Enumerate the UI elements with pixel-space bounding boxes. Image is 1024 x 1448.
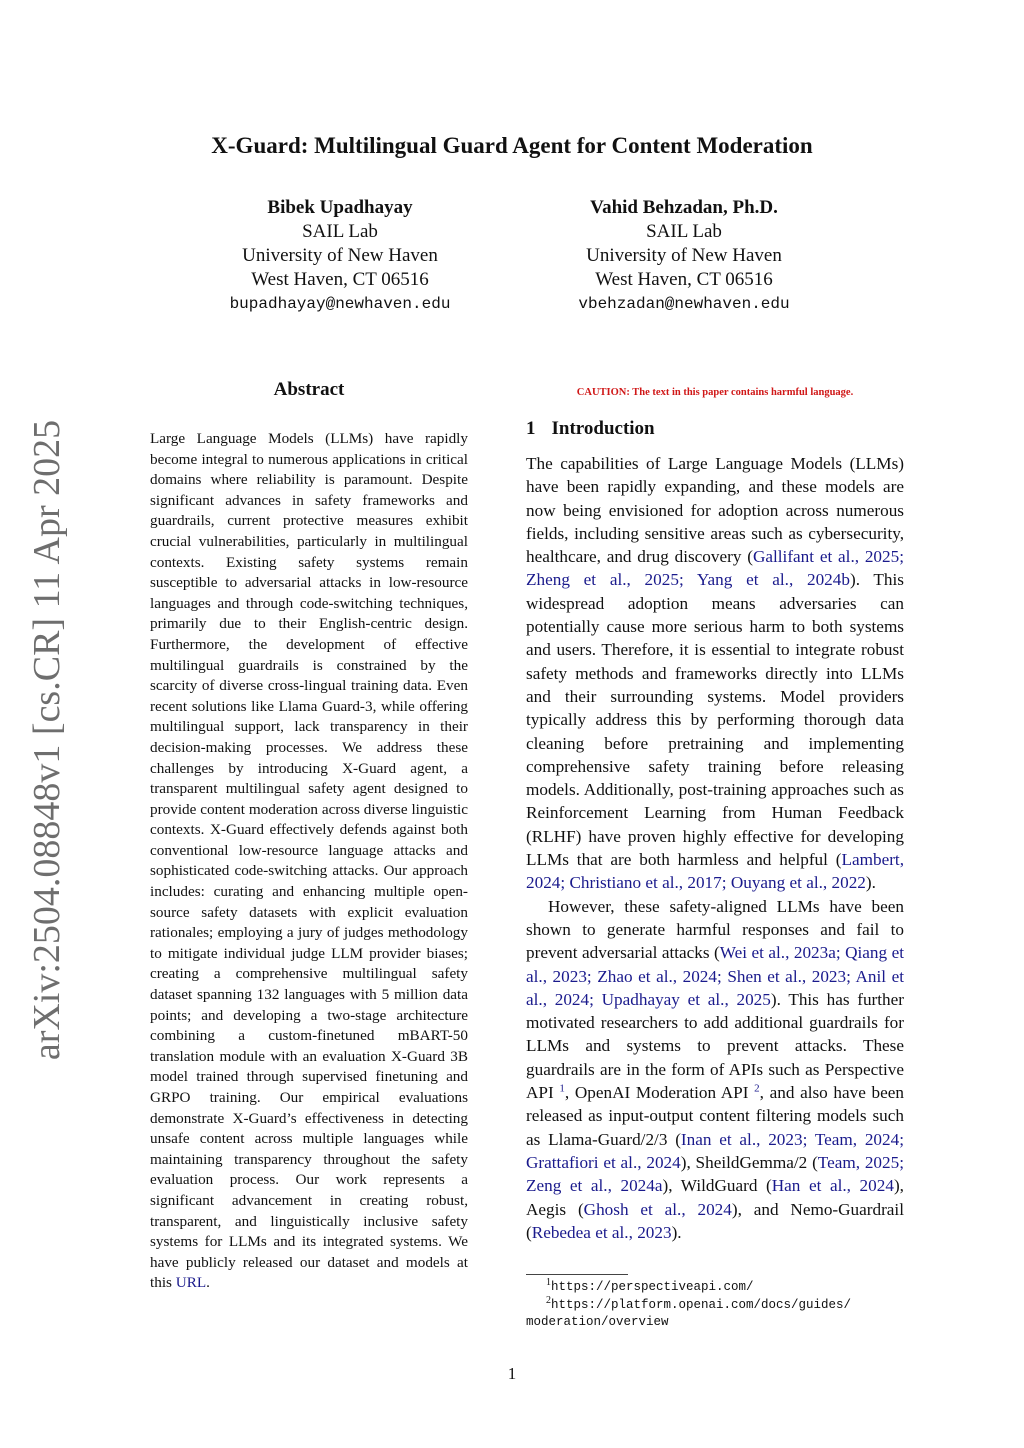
citation-sep: ; (716, 966, 728, 986)
footnote-ref[interactable]: 1 (559, 1082, 565, 1095)
abstract-end: . (206, 1274, 210, 1292)
citation-link[interactable]: Ouyang et al., 2022 (730, 873, 866, 893)
citation-link[interactable]: Rebedea et al., 2023 (531, 1222, 672, 1242)
footnote-mark: 2 (546, 1294, 551, 1306)
citation-link[interactable]: Upadhayay et al., 2025 (601, 989, 771, 1009)
author-lab: SAIL Lab (646, 221, 722, 242)
section-number: 1 (526, 418, 536, 439)
author-university: University of New Haven (586, 245, 782, 266)
text: ). (865, 873, 876, 893)
abstract-body (150, 429, 468, 1294)
paragraph (526, 452, 904, 895)
author-block (160, 196, 520, 316)
author-name: Vahid Behzadan, Ph.D. (590, 197, 778, 218)
section-heading-introduction (526, 416, 904, 442)
section-title: Introduction (551, 418, 655, 439)
footnote-url[interactable]: https://platform.openai.com/docs/guides/ (551, 1297, 852, 1312)
citation-link[interactable]: Zeng et al., 2024a (526, 1176, 663, 1196)
author-name: Bibek Upadhayay (267, 197, 413, 218)
citation-link[interactable]: Zhao et al., 2024 (597, 966, 717, 986)
citation-link[interactable]: Wei et al., 2023a (719, 943, 836, 963)
author-block (504, 196, 864, 316)
caution-notice: CAUTION: The text in this paper contains harmful language. (576, 387, 854, 398)
citation-sep: ; (899, 1129, 904, 1149)
footnotes (526, 1276, 904, 1332)
citation-link[interactable]: Team, 2025 (817, 1152, 900, 1172)
author-lab: SAIL Lab (302, 221, 378, 242)
abstract-heading: Abstract (273, 379, 345, 400)
author-university: University of New Haven (242, 245, 438, 266)
arxiv-sidebar-stamp: arXiv:2504.08848v1 [cs.CR] 11 Apr 2025 (26, 419, 68, 1061)
citation-sep: ; (560, 873, 570, 893)
footnote-continuation (526, 1314, 904, 1332)
citation-link[interactable]: Anil et al., 2024 (526, 966, 904, 1009)
footnote-ref[interactable]: 2 (754, 1082, 760, 1095)
text: ). (671, 1222, 682, 1242)
citation-link[interactable]: Team, 2024 (814, 1129, 900, 1149)
author-address: West Haven, CT 06516 (251, 269, 429, 290)
paragraph (526, 895, 904, 1244)
footnote-url-cont[interactable]: moderation/overview (526, 1315, 669, 1329)
text: ), SheildGemma/2 ( (680, 1152, 818, 1172)
author-email[interactable]: bupadhayay@newhaven.edu (229, 295, 451, 313)
citation-sep: ; (678, 570, 697, 590)
dataset-url-link[interactable]: URL (175, 1274, 207, 1292)
abstract-text: Large Language Models (LLMs) have rapidly become integral to numerous applications in critical domains where reliability is paramount. Despite significant advances in safety frameworks and guardrails, current protective measures exhibit crucial vulnerabilities, particularly in multilingual contexts. Existing safety systems remain susceptible to adversarial attacks in low-resource languages and through code-switching techniques, primarily due to their English-centric design. Furthermore, the development of effective multilingual guardrails is constrained by the scarcity of diverse cross-lingual training data. Even recent solutions like Llama Guard-3, while offering multilingual support, lack transparency in their decision-making processes. We address these challenges by introducing X-Guard agent, a transparent multilingual safety agent designed to provide content moderation across diverse linguistic contexts. X-Guard effectively defends against both conventional low-resource language attacks and sophisticated code-switching attacks. Our approach includes: curating and enhancing multiple open-source safety datasets with explicit evaluation rationales; employing a jury of judges methodology to mitigate individual judge LLM provider biases; creating a comprehensive multilingual safety dataset spanning 132 languages with 5 million data points; and developing a two-stage architecture combining a custom-finetuned mBART-50 translation module with an evaluation X-Guard 3B model trained through supervised finetuning and GRPO training. Our empirical evaluations demonstrate X-Guard’s effectiveness in detecting unsafe content across multiple languages while maintaining transparency throughout the safety evaluation process. Our work represents a significant advancement in creating robust, transparent, and linguistically inclusive safety systems for LLMs and its integrated systems. We have publicly released our dataset and models at this (150, 430, 468, 1292)
citation-sep: ; (802, 1129, 815, 1149)
author-address: West Haven, CT 06516 (595, 269, 773, 290)
footnote-mark: 1 (546, 1276, 551, 1288)
text: The capabilities of Large Language Models (LLMs) have been rapidly expanding, and these models are now being envisioned for adoption across numerous fields, including sensitive areas such as cybersecurity, healthcare, and drug discovery ( (526, 454, 904, 567)
citation-link[interactable]: Ghosh et al., 2024 (583, 1199, 732, 1219)
citation-sep: ; (899, 1152, 904, 1172)
text: ), Aegis ( (526, 1176, 904, 1219)
citation-link[interactable]: Lambert, 2024 (526, 850, 904, 893)
citation-link[interactable]: Gallifant et al., 2025 (752, 547, 900, 567)
author-email[interactable]: vbehzadan@newhaven.edu (578, 295, 790, 313)
text: , OpenAI Moderation API (564, 1083, 755, 1103)
citation-link[interactable]: Qiang et al., 2023 (526, 943, 904, 986)
text: ), WildGuard ( (662, 1176, 772, 1196)
text: ). This has further motivated researchers to add additional guardrails for LLMs and systems to prevent attacks. These guardrails are in the form of APIs such as Perspective API (526, 989, 905, 1103)
citation-sep: ; (846, 966, 856, 986)
citation-sep: ; (721, 873, 731, 893)
citation-link[interactable]: Shen et al., 2023 (727, 966, 847, 986)
text: However, these safety-aligned LLMs have been shown to generate harmful responses and fail to prevent adversarial attacks ( (526, 896, 904, 963)
footnote (526, 1276, 904, 1297)
citation-link[interactable]: Yang et al., 2024b (696, 570, 850, 590)
citation-link[interactable]: Inan et al., 2023 (680, 1129, 803, 1149)
citation-link[interactable]: Zheng et al., 2025 (526, 570, 679, 590)
footnote-url[interactable]: https://perspectiveapi.com/ (551, 1280, 754, 1294)
introduction-body (526, 452, 904, 1244)
citation-sep: ; (589, 989, 602, 1009)
paper-title: X-Guard: Multilingual Guard Agent for Content Moderation (211, 133, 813, 158)
citation-link[interactable]: Han et al., 2024 (771, 1176, 894, 1196)
text: ), and Nemo-Guardrail ( (526, 1199, 904, 1242)
citation-link[interactable]: Christiano et al., 2017 (569, 873, 722, 893)
footnote-divider (526, 1274, 628, 1275)
text: ). This widespread adoption means adversaries can potentially cause more serious harm to both systems and users. Therefore, it is essential to integrate robust safety methods and frameworks directly into LLMs and their surrounding systems. Model providers typically address this by performing thorough data cleaning before pretraining and implementing comprehensive safety training before releasing models. Additionally, post-training approaches such as Reinforcement Learning from Human Feedback (RLHF) have proven highly effective for developing LLMs that are both harmless and helpful ( (526, 570, 904, 870)
page-number: 1 (507, 1364, 517, 1383)
citation-sep: ; (586, 966, 598, 986)
citation-link[interactable]: Grattafiori et al., 2024 (526, 1152, 681, 1172)
text: , and also have been released as input-output content filtering models such as Llama-Guard/2/3 ( (526, 1083, 904, 1149)
citation-sep: ; (899, 547, 904, 567)
citation-sep: ; (835, 943, 846, 963)
footnote (526, 1294, 904, 1315)
